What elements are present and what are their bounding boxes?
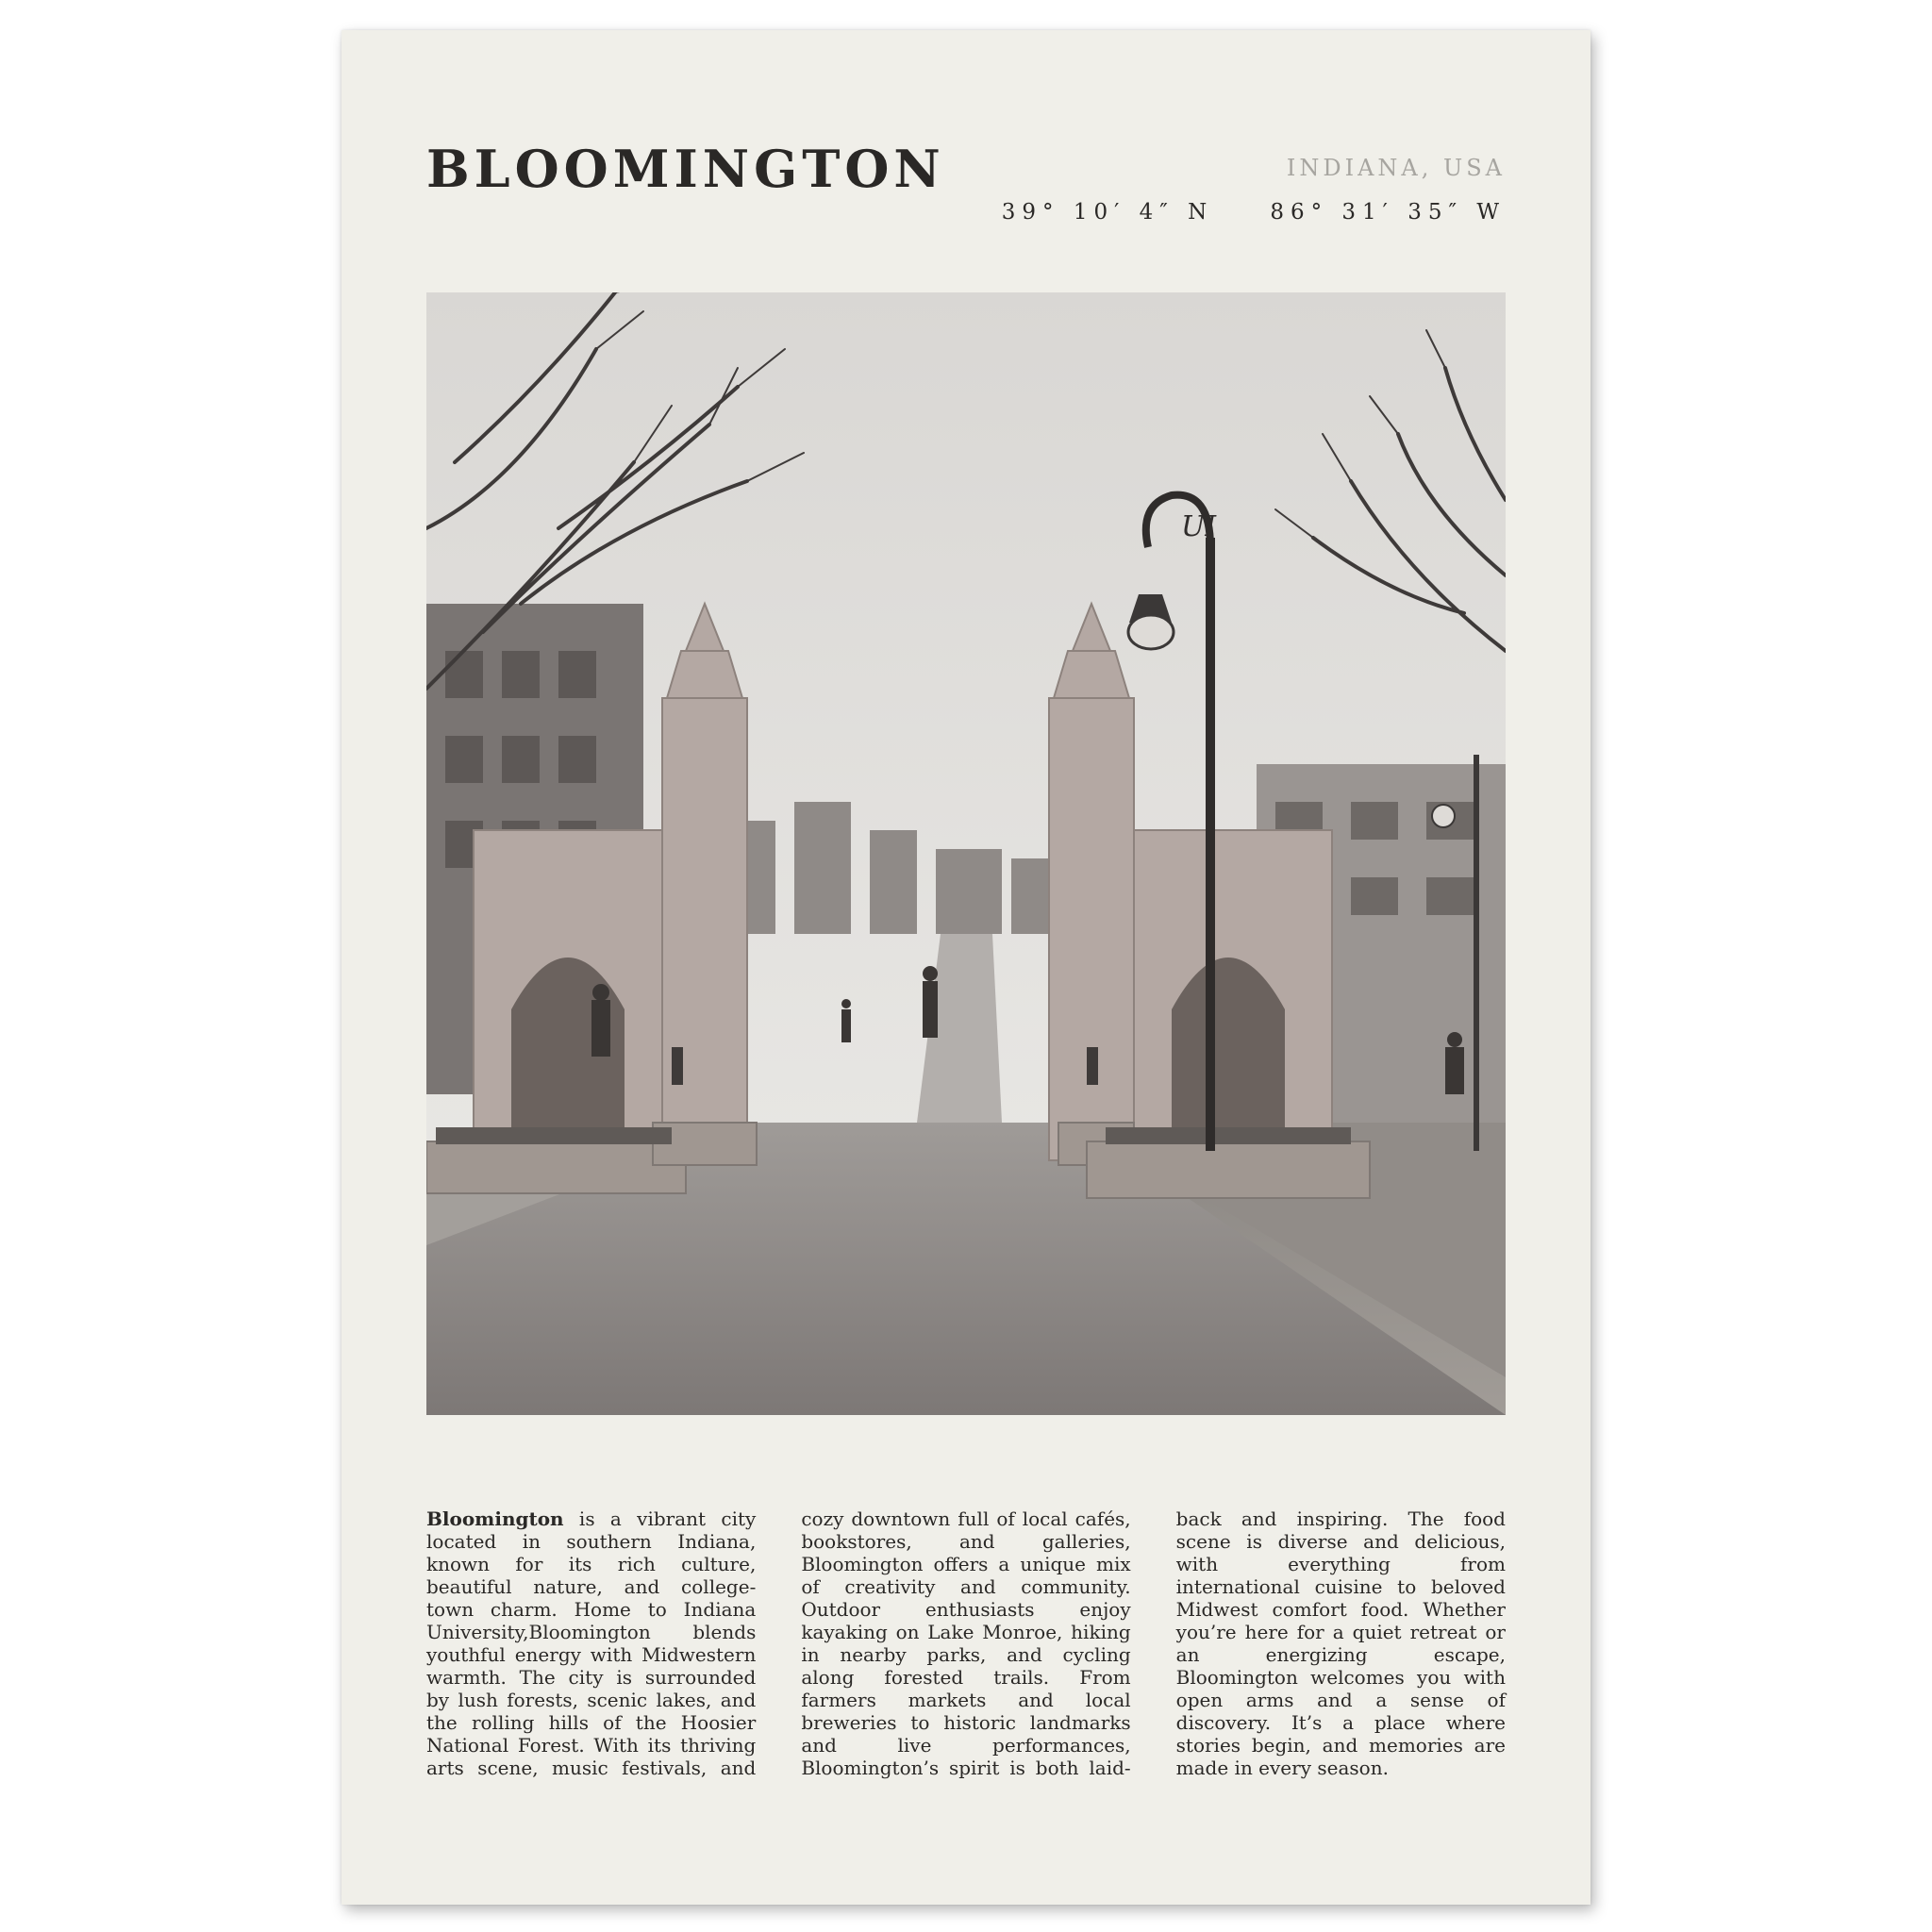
coordinates [1002, 200, 1506, 225]
poster [341, 30, 1591, 1905]
gate-sign: UI [1181, 510, 1217, 543]
sample-gates-photo [426, 292, 1506, 1415]
city-title: BLOOMINGTON [426, 139, 945, 199]
longitude: 86° 31′ 35″ W [1270, 200, 1506, 225]
description-body: is a vibrant city located in southern Indiana, known for its rich culture, beautiful nature, and college-town charm. Home to Indiana University,Bloomington blends youthful energy with Midwestern warmth. The city is surrounded by lush forests, scenic lakes, and the rolling hills of the Hoosier National Forest. With its thriving arts scene, music festivals, and cozy downtown full of local cafés, bookstores, and galleries, Bloomington offers a unique mix of creativity and community. Outdoor enthusiasts enjoy kayaking on Lake Monroe, hiking in nearby parks, and cycling along forested trails. From farmers markets and local breweries to historic landmarks and live performances, Bloomington’s spirit is both laid-back and inspiring. The food scene is diverse and delicious, with everything from international cuisine to beloved Midwest comfort food. Whether you’re here for a quiet retreat or an energizing escape, Bloomington welcomes you with open arms and a sense of discovery. It’s a place where stories begin, and memories are made in every season. [426, 1507, 1506, 1779]
description-lead: Bloomington [426, 1507, 564, 1530]
description-text [426, 1507, 1506, 1809]
region-label: INDIANA, USA [1286, 155, 1506, 181]
latitude: 39° 10′ 4″ N [1001, 200, 1214, 225]
